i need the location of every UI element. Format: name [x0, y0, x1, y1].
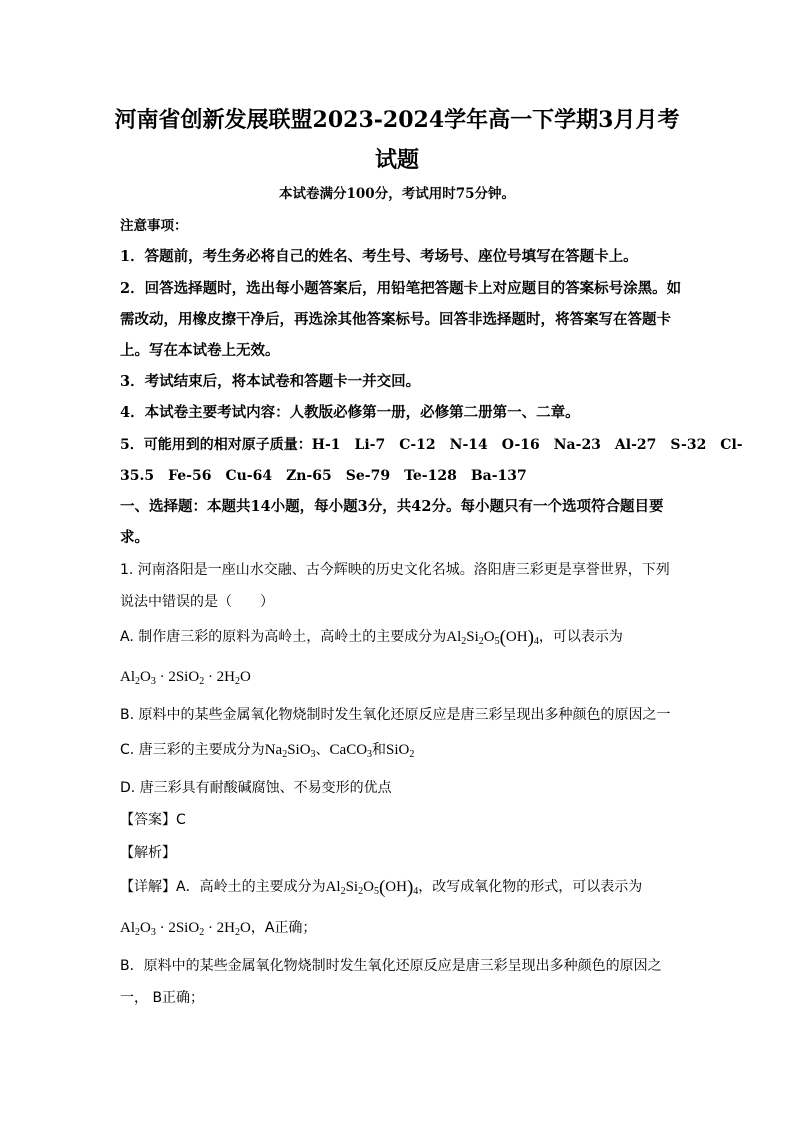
- notice-item-2-line3: 上。写在本试卷上无效。: [120, 342, 280, 359]
- option-a: [120, 627, 680, 648]
- kaolin-formula: $Al_2Si_2O_5(OH)_4$: [446, 627, 539, 648]
- calcium-carbonate-formula: CaCO$_3$: [329, 742, 373, 760]
- document-title-line1: 河南省创新发展联盟2023-2024学年高一下学期3月月考: [114, 107, 680, 133]
- notice-item-2-line2: 需改动，用橡皮擦干净后，再选涂其他答案标号。回答非选择题时，将答案写在答题卡: [120, 311, 671, 328]
- notice-item-2-line1: 2．回答选择题时，选出每小题答案后，用铅笔把答题卡上对应题目的答案标号涂黑。如: [120, 280, 682, 297]
- notice-item-5-line2: 35.5 Fe-56 Cu-64 Zn-65 Se-79 Te-128 Ba-137: [120, 468, 527, 484]
- detail-b-line2: 一， B正确；: [120, 990, 205, 1006]
- option-d: D. 唐三彩具有耐酸碱腐蚀、不易变形的优点: [120, 780, 392, 796]
- section-heading-line1: 一、选择题：本题共14小题，每小题3分，共42分。每小题只有一个选项符合题目要: [120, 498, 664, 515]
- option-c-sep1: 、: [315, 742, 330, 758]
- exam-info: 本试卷满分100分，考试用时75分钟。: [279, 186, 515, 202]
- notice-item-3: 3．考试结束后，将本试卷和答题卡一并交回。: [120, 373, 421, 390]
- question-1-stem-line2: 说法中错误的是（ ）: [120, 594, 274, 610]
- notice-item-1: 1．答题前，考生务必将自己的姓名、考生号、考场号、座位号填写在答题卡上。: [120, 248, 638, 265]
- silica-formula: SiO$_2$: [386, 742, 415, 760]
- option-c: [120, 740, 680, 760]
- detail-a-line2: [120, 918, 680, 938]
- detail-a-text: A．高岭土的主要成分为: [176, 879, 326, 895]
- detail-oxide-form-formula: $Al_2O_3 \cdot 2SiO_2 \cdot 2H_2O$: [120, 920, 251, 938]
- answer-line: 【答案】C: [120, 812, 186, 828]
- detail-kaolin-formula: $Al_2Si_2O_5(OH)_4$: [325, 877, 419, 898]
- document-title-line2: 试题: [374, 147, 419, 173]
- option-a-text-end: ，可以表示为: [538, 629, 623, 645]
- detail-a-line1: [120, 877, 680, 898]
- section-heading-line2: 求。: [120, 529, 149, 546]
- option-a-text: A. 制作唐三彩的原料为高岭土，高岭土的主要成分为: [120, 629, 447, 645]
- sodium-silicate-formula: $Na_2SiO_3$: [264, 742, 316, 760]
- option-c-text: C. 唐三彩的主要成分为: [120, 742, 265, 758]
- notice-item-5-line1: 5．可能用到的相对原子质量：H-1 Li-7 C-12 N-14 O-16 Na-23 Al-27 S-32 Cl-: [120, 437, 743, 453]
- detail-label: 【详解】: [120, 879, 176, 895]
- question-1-stem-line1: 1. 河南洛阳是一座山水交融、古今辉映的历史文化名城。洛阳唐三彩更是享誉世界，下列: [120, 562, 670, 578]
- option-b: B. 原料中的某些金属氧化物烧制时发生氧化还原反应是唐三彩呈现出多种颜色的原因之一: [120, 707, 671, 723]
- option-a-formula-line: [120, 667, 680, 687]
- analysis-heading: 【解析】: [120, 845, 176, 861]
- detail-b-line1: B．原料中的某些金属氧化物烧制时发生氧化还原反应是唐三彩呈现出多种颜色的原因之: [120, 958, 662, 974]
- notice-heading: 注意事项：: [120, 218, 188, 234]
- oxide-form-formula: $Al_2O_3 \cdot 2SiO_2 \cdot 2H_2O$: [120, 669, 251, 687]
- detail-a-text-end: ，改写成氧化物的形式，可以表示为: [418, 879, 643, 895]
- notice-item-4: 4．本试卷主要考试内容：人教版必修第一册，必修第二册第一、二章。: [120, 404, 580, 421]
- detail-a-conclusion: ，A正确；: [250, 920, 317, 936]
- option-c-sep2: 和: [372, 742, 387, 758]
